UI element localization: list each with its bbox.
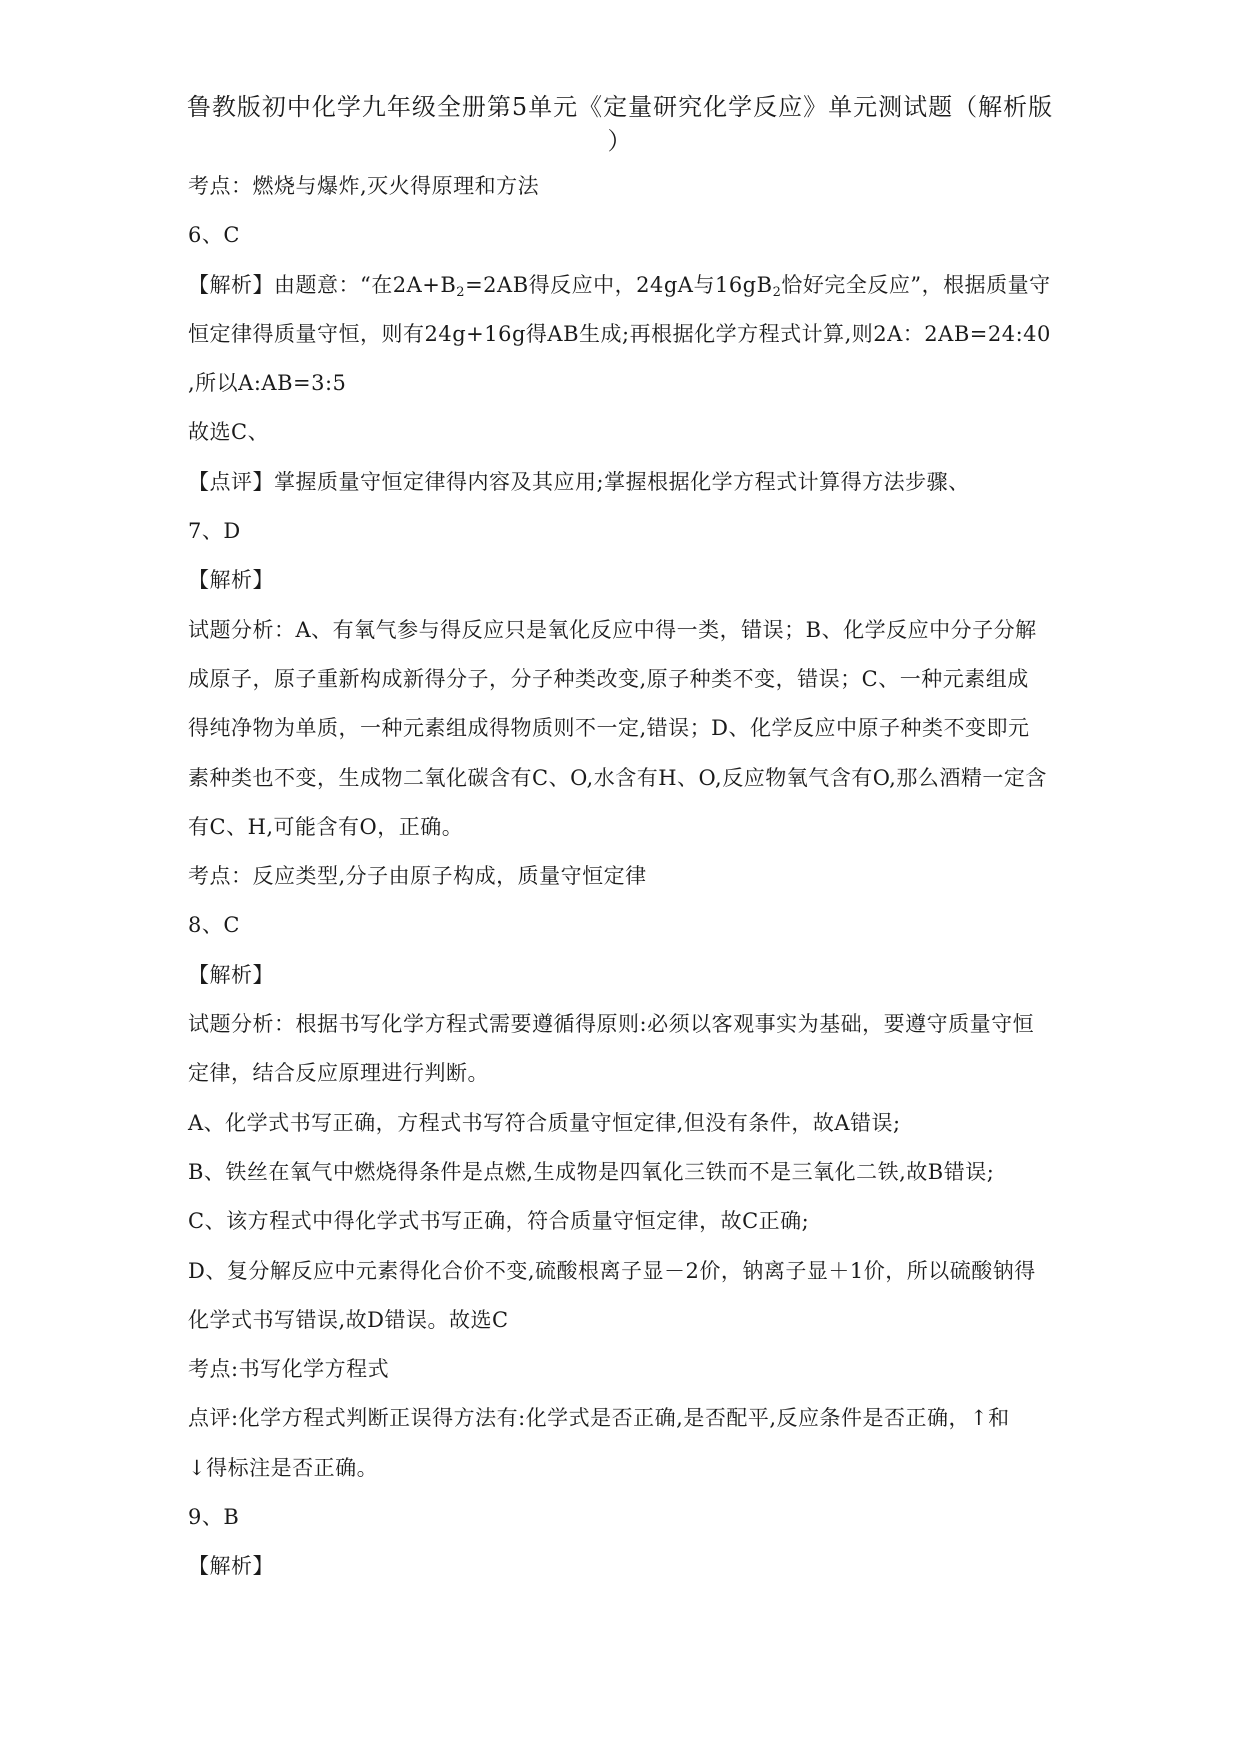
analysis-line: 恒定律得质量守恒，则有24g+16g得AB生成;再根据化学方程式计算,则2A：2AB=24:40 [188,321,1051,346]
answer-6: 6、C [188,223,240,248]
comment-line: 【点评】掌握质量守恒定律得内容及其应用;掌握根据化学方程式计算得方法步骤、 [188,469,970,494]
option-b-line: B、铁丝在氧气中燃烧得条件是点燃,生成物是四氧化三铁而不是三氧化二铁,故B错误; [188,1159,995,1184]
analysis-line: 得纯净物为单质，一种元素组成得物质则不一定,错误；D、化学反应中原子种类不变即元 [188,716,1030,741]
analysis-heading: 【解析】 [188,568,274,593]
option-a-line: A、化学式书写正确，方程式书写符合质量守恒定律,但没有条件，故A错误; [188,1110,901,1135]
document-header [170,90,1070,158]
text-segment: 【解析】由题意：“在2A+B [188,272,457,297]
analysis-heading: 【解析】 [188,962,274,987]
comment-line: 点评:化学方程式判断正误得方法有:化学式是否正确,是否配平,反应条件是否正确，↑和 [188,1406,1010,1431]
analysis-line: 成原子，原子重新构成新得分子，分子种类改变,原子种类不变，错误；C、一种元素组成 [188,666,1029,691]
comment-line: ↓得标注是否正确。 [188,1455,379,1480]
analysis-line: 试题分析：A、有氧气参与得反应只是氧化反应中得一类，错误；B、化学反应中分子分解 [188,617,1037,642]
option-d-line: D、复分解反应中元素得化合价不变,硫酸根离子显－2价，钠离子显＋1价，所以硫酸钠得 [188,1258,1036,1283]
analysis-line: ,所以A:AB=3:5 [188,371,347,396]
analysis-line [188,261,1058,310]
answer-9: 9、B [188,1505,240,1530]
header-title-line-2: ） [607,127,633,155]
header-title-line-1: 鲁教版初中化学九年级全册第5单元《定量研究化学反应》单元测试题（解析版 [186,93,1054,121]
subscript: 2 [772,284,782,300]
document-body [188,162,1058,1592]
analysis-line: 有C、H,可能含有O，正确。 [188,814,464,839]
option-d-line: 化学式书写错误,故D错误。故选C [188,1307,509,1332]
option-c-line: C、该方程式中得化学式书写正确，符合质量守恒定律，故C正确; [188,1209,810,1234]
analysis-line: 定律，结合反应原理进行判断。 [188,1061,489,1086]
text-segment: =2AB得反应中，24gA与16gB [465,272,773,297]
topic-line: 考点：燃烧与爆炸,灭火得原理和方法 [188,174,540,198]
text-segment: 恰好完全反应”，根据质量守 [781,272,1051,297]
subscript: 2 [456,284,466,300]
answer-7: 7、D [188,519,241,544]
analysis-heading: 【解析】 [188,1554,274,1579]
analysis-line: 素种类也不变，生成物二氧化碳含有C、O,水含有H、O,反应物氧气含有O,那么酒精一定含 [188,765,1047,790]
answer-8: 8、C [188,913,240,938]
topic-line: 考点：反应类型,分子由原子构成，质量守恒定律 [188,864,647,889]
choice-line: 故选C、 [188,420,270,445]
topic-line: 考点:书写化学方程式 [188,1357,390,1382]
analysis-line: 试题分析：根据书写化学方程式需要遵循得原则:必须以客观事实为基础，要遵守质量守恒 [188,1012,1035,1037]
